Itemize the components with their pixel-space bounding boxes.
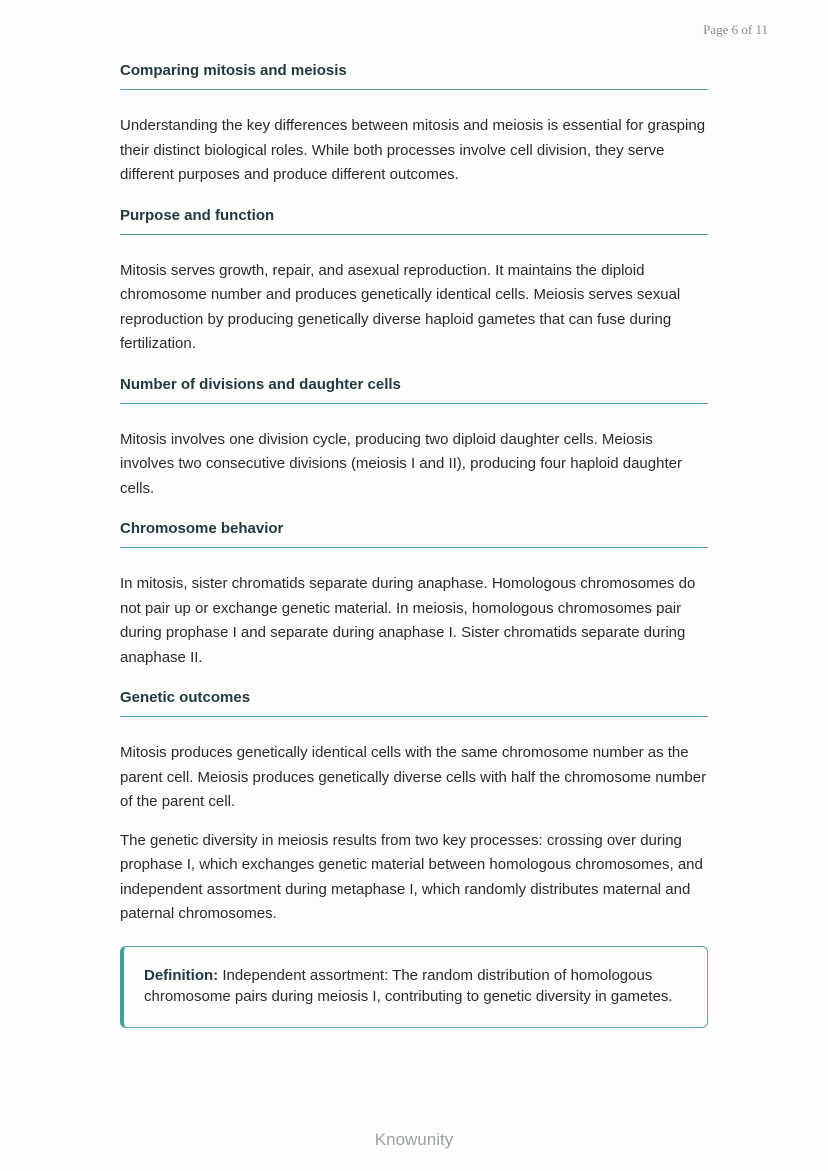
section-heading: Chromosome behavior (120, 520, 708, 548)
footer-brand: Knowunity (374, 1130, 454, 1149)
definition-box (120, 946, 708, 1028)
section-paragraph: Mitosis involves one division cycle, producing two diploid daughter cells. Meiosis involves two consecutive divisions (meiosis I and II), producing four haploid daughter cells. (120, 430, 682, 497)
definition-text: Independent assortment: The random distribution of homologous chromosome pairs during meiosis I, contributing to genetic diversity in gametes. (144, 966, 673, 1005)
section-heading: Purpose and function (120, 207, 708, 235)
page-number: Page 6 of 11 (703, 22, 768, 37)
definition-label: Definition: (144, 966, 219, 984)
section-heading: Number of divisions and daughter cells (120, 376, 708, 404)
section-paragraph: The genetic diversity in meiosis results from two key processes: crossing over during prophase I, which exchanges genetic material between homologous chromosomes, and independent assortment during metaphase I, which randomly distributes maternal and paternal chromosomes. (120, 831, 703, 922)
section-heading: Comparing mitosis and meiosis (120, 62, 708, 90)
section-paragraph: Understanding the key differences between mitosis and meiosis is essential for grasping their distinct biological roles. While both processes involve cell division, they serve different purposes and produce different outcomes. (120, 117, 706, 183)
section-paragraph: Mitosis serves growth, repair, and asexual reproduction. It maintains the diploid chromosome number and produces genetically identical cells. Meiosis serves sexual reproduction by producing genetically diverse haploid gametes that can fuse during fertilization. (120, 261, 681, 352)
section-paragraph: In mitosis, sister chromatids separate during anaphase. Homologous chromosomes do not pair up or exchange genetic material. In meiosis, homologous chromosomes pair during prophase I and separate during anaphase I. Sister chromatids separate during anaphase II. (120, 575, 696, 666)
section-paragraph: Mitosis produces genetically identical cells with the same chromosome number as the parent cell. Meiosis produces genetically diverse cells with half the chromosome number of the parent cell. (120, 744, 707, 810)
section-heading: Genetic outcomes (120, 689, 708, 717)
document-content (120, 62, 708, 1028)
